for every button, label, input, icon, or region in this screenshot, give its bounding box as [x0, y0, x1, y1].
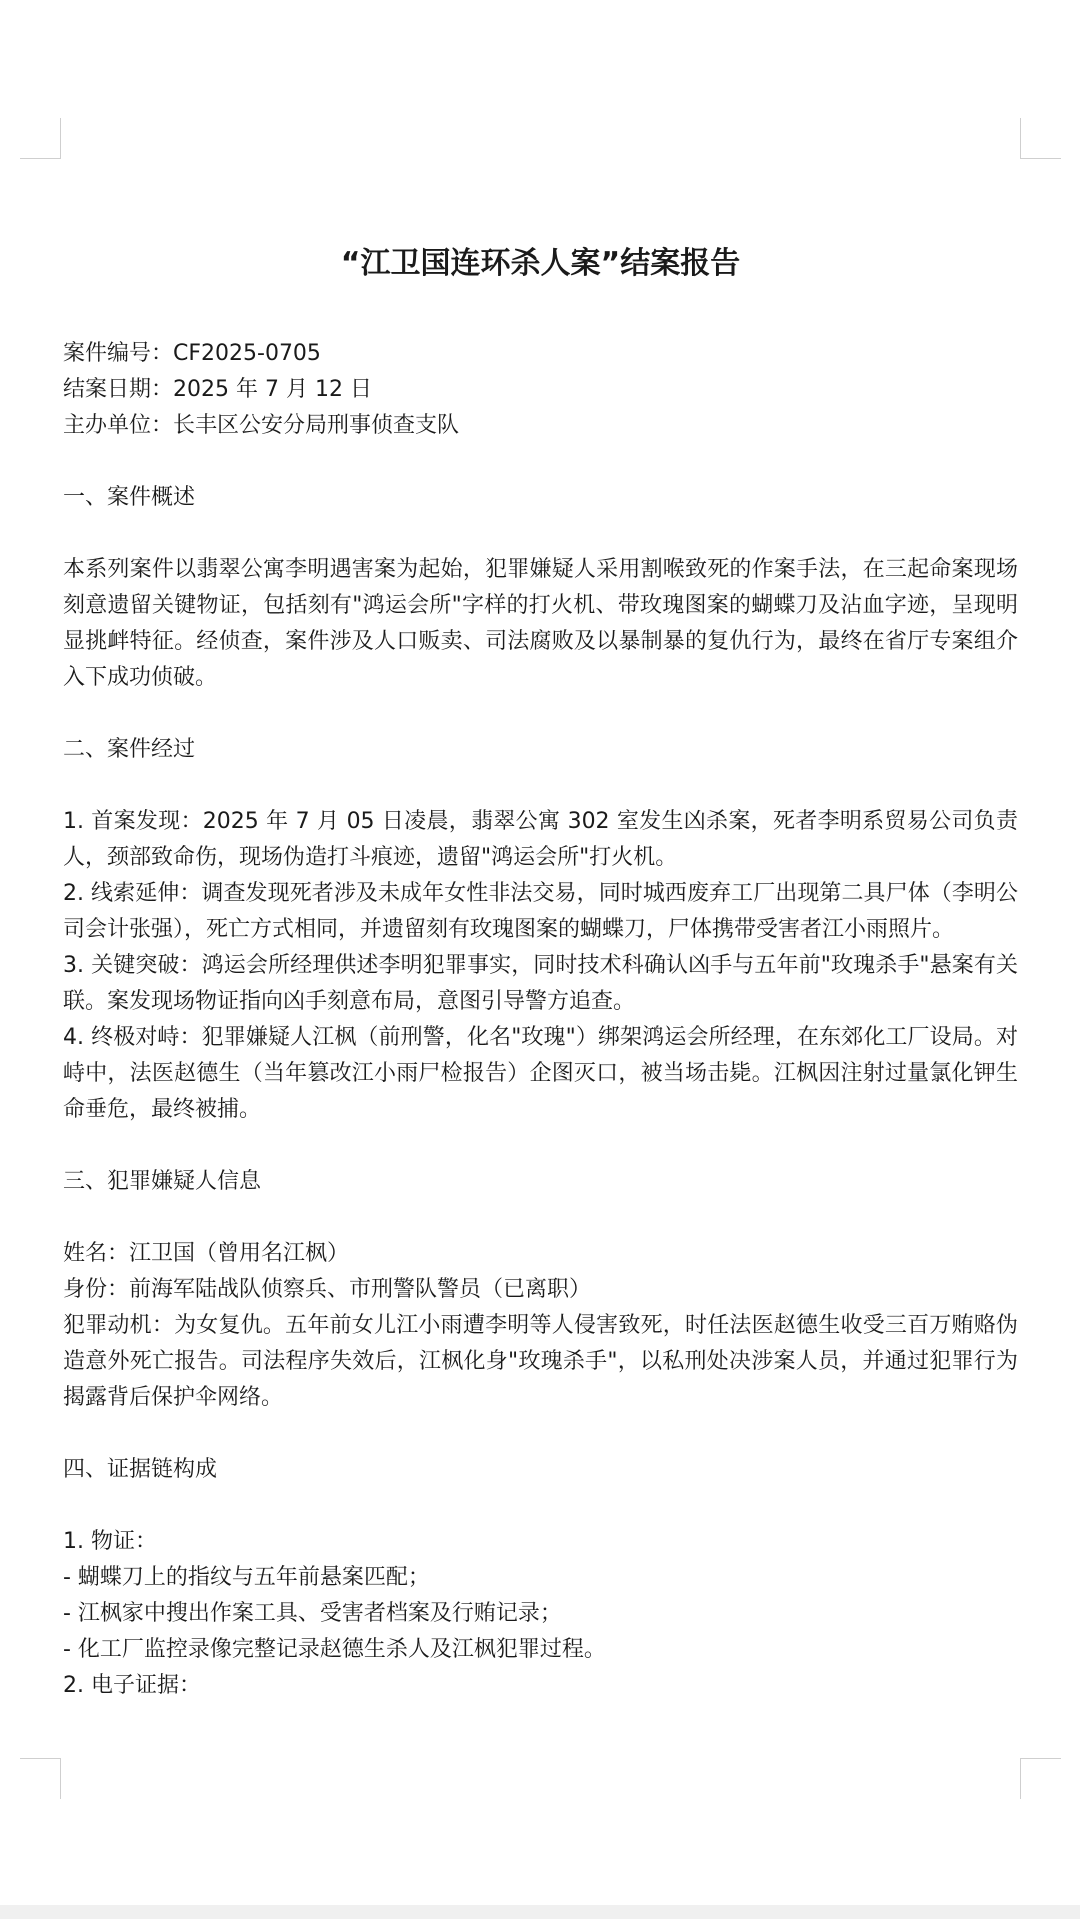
- section-heading: 一、案件概述: [63, 485, 196, 510]
- process-item: 3. 关键突破：鸿运会所经理供述李明犯罪事实，同时技术科确认凶手与五年前"玫瑰杀手"悬案有关联。案发现场物证指向凶手刻意布局，意图引导警方追查。: [63, 953, 1018, 1014]
- section-heading: 二、案件经过: [63, 737, 196, 762]
- process-item: 2. 线索延伸：调查发现死者涉及未成年女性非法交易，同时城西废弃工厂出现第二具尸体（李明公司会计张强），死亡方式相同，并遗留刻有玫瑰图案的蝴蝶刀，尸体携带受害者江小雨照片。: [63, 881, 1018, 942]
- suspect-identity: 身份：前海军陆战队侦察兵、市刑警队警员（已离职）: [63, 1277, 592, 1302]
- evidence-item: - 蝴蝶刀上的指纹与五年前悬案匹配；: [63, 1565, 430, 1590]
- evidence-item: - 化工厂监控录像完整记录赵德生杀人及江枫犯罪过程。: [63, 1637, 606, 1662]
- suspect-motive: 犯罪动机：为女复仇。五年前女儿江小雨遭李明等人侵害致死，时任法医赵德生收受三百万贿赂伪造意外死亡报告。司法程序失效后，江枫化身"玫瑰杀手"，以私刑处决涉案人员，并通过犯罪行为揭露背后保护伞网络。: [63, 1313, 1018, 1410]
- page-corner-mark: [1020, 1758, 1061, 1799]
- page-corner-mark: [1020, 118, 1061, 159]
- document-title: “江卫国连环杀人案”结案报告: [340, 246, 741, 281]
- suspect-name: 姓名：江卫国（曾用名江枫）: [63, 1241, 350, 1266]
- evidence-item: - 江枫家中搜出作案工具、受害者档案及行贿记录；: [63, 1601, 562, 1626]
- evidence-item: 1. 物证：: [63, 1529, 157, 1554]
- closing-date: 结案日期：2025 年 7 月 12 日: [63, 377, 372, 402]
- page-corner-mark: [20, 1758, 61, 1799]
- process-item: 1. 首案发现：2025 年 7 月 05 日凌晨，翡翠公寓 302 室发生凶杀案，死者李明系贸易公司负责人，颈部致命伤，现场伪造打斗痕迹，遗留"鸿运会所"打火机。: [63, 809, 1018, 870]
- section-heading: 三、犯罪嫌疑人信息: [63, 1169, 262, 1194]
- evidence-item: 2. 电子证据：: [63, 1673, 201, 1698]
- page-bottom-strip: [0, 1905, 1080, 1919]
- section-heading: 四、证据链构成: [63, 1457, 218, 1482]
- document-body: [63, 240, 1018, 1704]
- overview-paragraph: 本系列案件以翡翠公寓李明遇害案为起始，犯罪嫌疑人采用割喉致死的作案手法，在三起命案现场刻意遗留关键物证，包括刻有"鸿运会所"字样的打火机、带玫瑰图案的蝴蝶刀及沾血字迹，呈现明显挑衅特征。经侦查，案件涉及人口贩卖、司法腐败及以暴制暴的复仇行为，最终在省厅专案组介入下成功侦破。: [63, 557, 1018, 690]
- handling-unit: 主办单位：长丰区公安分局刑事侦查支队: [63, 413, 460, 438]
- case-number: 案件编号：CF2025-0705: [63, 341, 321, 366]
- process-item: 4. 终极对峙：犯罪嫌疑人江枫（前刑警，化名"玫瑰"）绑架鸿运会所经理，在东郊化工厂设局。对峙中，法医赵德生（当年篡改江小雨尸检报告）企图灭口，被当场击毙。江枫因注射过量氯化钾生命垂危，最终被捕。: [63, 1025, 1018, 1122]
- page-corner-mark: [20, 118, 61, 159]
